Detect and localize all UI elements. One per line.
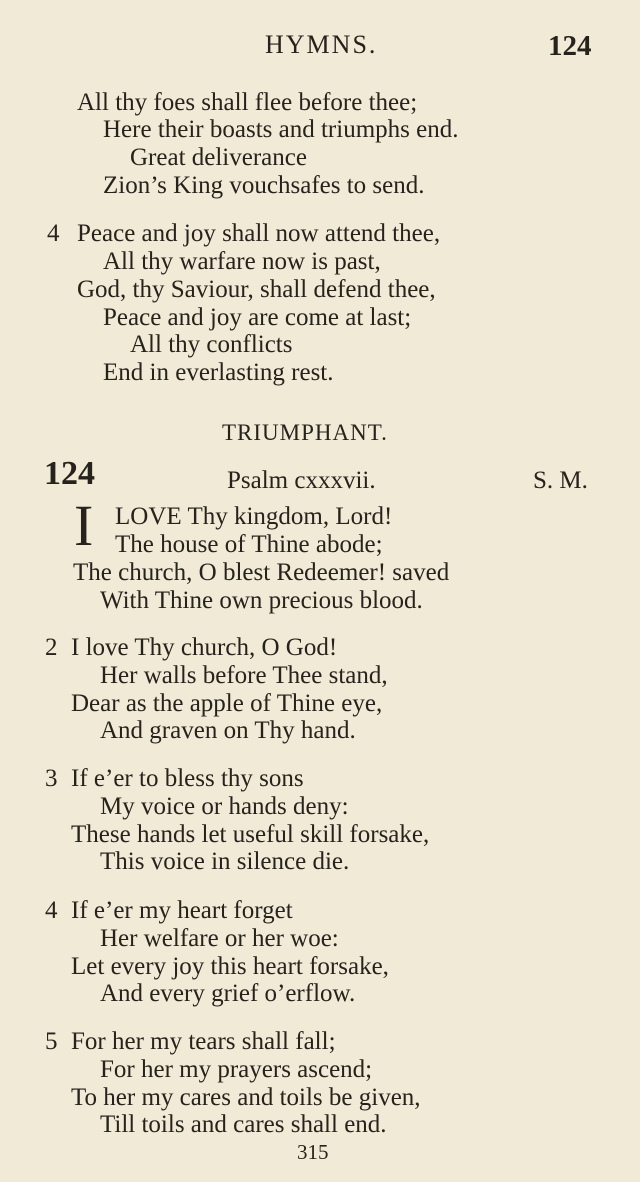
verse-line: Her walls before Thee stand,: [100, 662, 388, 689]
running-header-hymn-number: 124: [548, 30, 592, 62]
stanza-number: 3: [45, 765, 58, 792]
verse-line: Till toils and cares shall end.: [100, 1111, 387, 1138]
verse-line: Dear as the apple of Thine eye,: [71, 690, 383, 717]
stanza-number: 2: [45, 634, 58, 661]
verse-line: God, thy Saviour, shall defend thee,: [77, 276, 436, 303]
verse-line: And graven on Thy hand.: [100, 717, 356, 744]
section-title: TRIUMPHANT.: [222, 420, 388, 445]
verse-line: My voice or hands deny:: [100, 793, 349, 820]
hymn-number: 124: [44, 455, 95, 492]
verse-line: Peace and joy shall now attend thee,: [77, 220, 441, 247]
stanza-number: 4: [45, 897, 58, 924]
verse-line: If e’er to bless thy sons: [71, 765, 304, 792]
verse-line: Great deliverance: [130, 144, 307, 171]
verse-line: These hands let useful skill forsake,: [71, 821, 430, 848]
verse-line: For her my tears shall fall;: [71, 1028, 336, 1055]
verse-line: End in everlasting rest.: [103, 359, 334, 386]
meter: S. M.: [533, 467, 588, 494]
stanza-number: 4: [47, 220, 60, 247]
verse-line: LOVE Thy kingdom, Lord!: [115, 503, 393, 530]
verse-line: The house of Thine abode;: [115, 531, 383, 558]
verse-line: All thy conflicts: [130, 331, 293, 358]
verse-line: All thy foes shall flee before thee;: [77, 89, 418, 116]
verse-line: Here their boasts and triumphs end.: [103, 116, 459, 143]
psalm-reference: Psalm cxxxvii.: [227, 467, 376, 494]
verse-line: Let every joy this heart forsake,: [71, 953, 389, 980]
verse-line: All thy warfare now is past,: [103, 248, 381, 275]
verse-line: If e’er my heart forget: [71, 897, 293, 924]
running-header-title: HYMNS.: [265, 30, 378, 59]
verse-line: This voice in silence die.: [100, 848, 350, 875]
verse-line: Zion’s King vouchsafes to send.: [103, 172, 425, 199]
verse-line: With Thine own precious blood.: [100, 587, 423, 614]
stanza-number: 5: [45, 1028, 58, 1055]
verse-line: Her welfare or her woe:: [100, 925, 339, 952]
verse-line: And every grief o’erflow.: [100, 980, 356, 1007]
page-number: 315: [297, 1140, 329, 1164]
verse-line: To her my cares and toils be given,: [71, 1084, 421, 1111]
verse-line: Peace and joy are come at last;: [103, 304, 412, 331]
verse-line: The church, O blest Redeemer! saved: [73, 559, 450, 586]
verse-line: For her my prayers ascend;: [100, 1056, 373, 1083]
drop-cap: I: [74, 493, 94, 558]
verse-line: I love Thy church, O God!: [71, 634, 338, 661]
